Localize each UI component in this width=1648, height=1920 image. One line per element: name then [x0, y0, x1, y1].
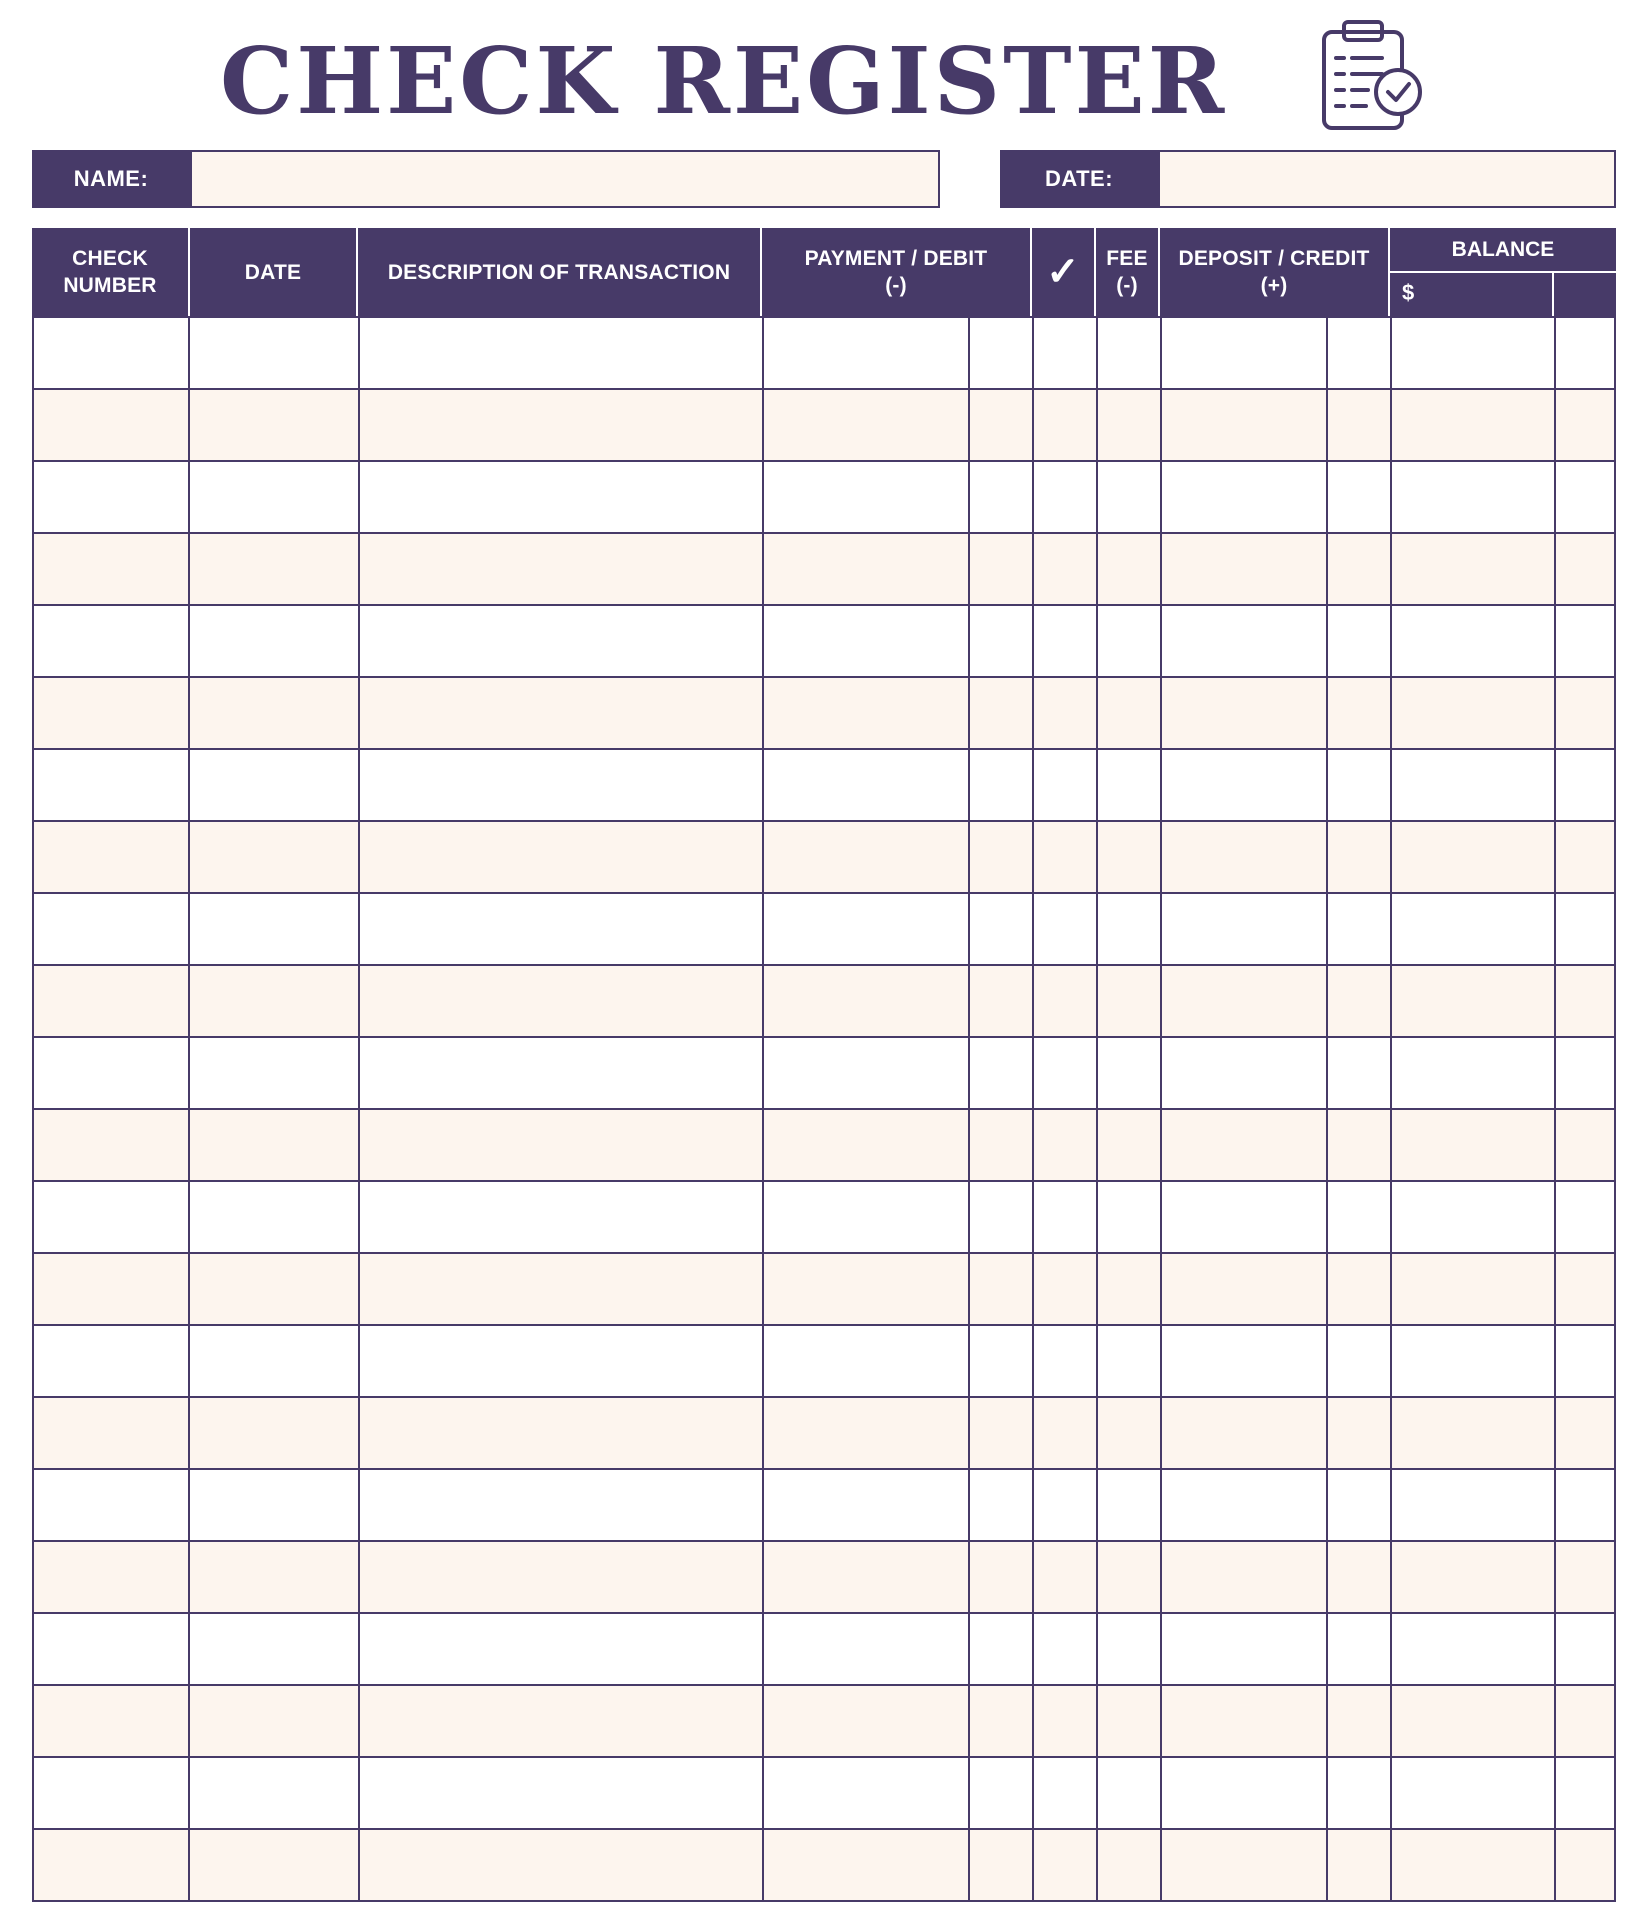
header-description-label: DESCRIPTION OF TRANSACTION — [387, 260, 731, 284]
cell-date[interactable] — [188, 1254, 358, 1324]
header-balance-currency: $ — [1402, 280, 1415, 305]
table-row — [32, 748, 1616, 820]
cell-check-number[interactable] — [32, 1182, 188, 1252]
cell-fee[interactable] — [1096, 822, 1160, 892]
cell-description[interactable] — [358, 1542, 762, 1612]
cell-date[interactable] — [188, 1326, 358, 1396]
cell-balance-dollars[interactable] — [1390, 390, 1554, 460]
cell-date[interactable] — [188, 1830, 358, 1900]
cell-description[interactable] — [358, 318, 762, 388]
table-row — [32, 1540, 1616, 1612]
header-date-label: DATE — [244, 260, 302, 284]
cell-deposit-cents[interactable] — [1326, 1182, 1390, 1252]
cell-balance-dollars[interactable] — [1390, 894, 1554, 964]
cell-date[interactable] — [188, 750, 358, 820]
table-row — [32, 1756, 1616, 1828]
table-row — [32, 1612, 1616, 1684]
cell-deposit-cents[interactable] — [1326, 1470, 1390, 1540]
cell-payment-cents[interactable] — [968, 1758, 1032, 1828]
cell-deposit-dollars[interactable] — [1160, 1542, 1326, 1612]
date-field-row — [1000, 150, 1616, 208]
header-payment-line1: PAYMENT / DEBIT — [804, 247, 988, 270]
table-row — [32, 820, 1616, 892]
date-field-box — [1158, 150, 1616, 208]
cell-check-number[interactable] — [32, 966, 188, 1036]
table-row — [32, 1468, 1616, 1540]
cell-payment-cents[interactable] — [968, 678, 1032, 748]
cell-balance-dollars[interactable] — [1390, 1110, 1554, 1180]
cell-balance-cents[interactable] — [1554, 534, 1616, 604]
table-row — [32, 604, 1616, 676]
cell-balance-cents[interactable] — [1554, 1614, 1616, 1684]
cell-deposit-cents[interactable] — [1326, 1254, 1390, 1324]
page-title: CHECK REGISTER — [220, 27, 1228, 135]
cell-fee[interactable] — [1096, 1614, 1160, 1684]
cell-payment-dollars[interactable] — [762, 1614, 968, 1684]
date-label: DATE: — [1000, 150, 1158, 208]
header-description — [358, 228, 760, 316]
cell-description[interactable] — [358, 1182, 762, 1252]
cell-payment-dollars[interactable] — [762, 1110, 968, 1180]
table-row — [32, 1324, 1616, 1396]
cell-payment-cents[interactable] — [968, 318, 1032, 388]
table-row — [32, 1252, 1616, 1324]
cell-date[interactable] — [188, 606, 358, 676]
cell-cleared[interactable] — [1032, 1254, 1096, 1324]
cell-cleared[interactable] — [1032, 822, 1096, 892]
cell-cleared[interactable] — [1032, 462, 1096, 532]
cell-deposit-dollars[interactable] — [1160, 1614, 1326, 1684]
header-fee-line1: FEE — [1106, 247, 1148, 270]
cell-deposit-dollars[interactable] — [1160, 534, 1326, 604]
cell-balance-cents[interactable] — [1554, 1038, 1616, 1108]
table-row — [32, 1036, 1616, 1108]
cell-deposit-dollars[interactable] — [1160, 1398, 1326, 1468]
cell-deposit-dollars[interactable] — [1160, 318, 1326, 388]
header-check-number-line2: NUMBER — [63, 274, 157, 297]
cell-deposit-dollars[interactable] — [1160, 1830, 1326, 1900]
cell-balance-cents[interactable] — [1554, 606, 1616, 676]
cell-payment-dollars[interactable] — [762, 606, 968, 676]
cell-balance-cents[interactable] — [1554, 1758, 1616, 1828]
cell-balance-dollars[interactable] — [1390, 1182, 1554, 1252]
cell-description[interactable] — [358, 1038, 762, 1108]
table-row — [32, 388, 1616, 460]
cell-deposit-dollars[interactable] — [1160, 894, 1326, 964]
cell-balance-cents[interactable] — [1554, 1326, 1616, 1396]
cell-payment-cents[interactable] — [968, 966, 1032, 1036]
cell-payment-dollars[interactable] — [762, 1470, 968, 1540]
name-label: NAME: — [32, 150, 190, 208]
cell-payment-dollars[interactable] — [762, 966, 968, 1036]
cell-date[interactable] — [188, 1614, 358, 1684]
cell-check-number[interactable] — [32, 1542, 188, 1612]
cell-deposit-cents[interactable] — [1326, 1398, 1390, 1468]
cell-balance-dollars[interactable] — [1390, 966, 1554, 1036]
cell-fee[interactable] — [1096, 750, 1160, 820]
cell-balance-cents[interactable] — [1554, 1686, 1616, 1756]
cell-cleared[interactable] — [1032, 1326, 1096, 1396]
cell-deposit-dollars[interactable] — [1160, 1758, 1326, 1828]
date-field[interactable] — [1160, 152, 1614, 206]
cell-check-number[interactable] — [32, 1686, 188, 1756]
cell-balance-dollars[interactable] — [1390, 1542, 1554, 1612]
cell-payment-dollars[interactable] — [762, 1758, 968, 1828]
cell-deposit-dollars[interactable] — [1160, 1686, 1326, 1756]
cell-check-number[interactable] — [32, 462, 188, 532]
cell-payment-dollars[interactable] — [762, 534, 968, 604]
cell-cleared[interactable] — [1032, 1758, 1096, 1828]
cell-cleared[interactable] — [1032, 1614, 1096, 1684]
cell-description[interactable] — [358, 1614, 762, 1684]
cell-balance-dollars[interactable] — [1390, 462, 1554, 532]
cell-fee[interactable] — [1096, 678, 1160, 748]
cell-description[interactable] — [358, 1758, 762, 1828]
cell-cleared[interactable] — [1032, 318, 1096, 388]
cell-cleared[interactable] — [1032, 966, 1096, 1036]
header-fee-line2: (-) — [1116, 274, 1138, 297]
header-balance: BALANCE — [1451, 237, 1555, 261]
cell-description[interactable] — [358, 1470, 762, 1540]
cell-deposit-cents[interactable] — [1326, 1830, 1390, 1900]
cell-payment-dollars[interactable] — [762, 318, 968, 388]
cell-payment-dollars[interactable] — [762, 894, 968, 964]
cell-fee[interactable] — [1096, 1182, 1160, 1252]
cell-description[interactable] — [358, 1686, 762, 1756]
cell-payment-cents[interactable] — [968, 462, 1032, 532]
cell-fee[interactable] — [1096, 1254, 1160, 1324]
header-check-number — [32, 228, 188, 316]
cell-balance-cents[interactable] — [1554, 1110, 1616, 1180]
cell-check-number[interactable] — [32, 534, 188, 604]
cell-payment-cents[interactable] — [968, 1470, 1032, 1540]
cell-deposit-dollars[interactable] — [1160, 462, 1326, 532]
cell-payment-dollars[interactable] — [762, 1182, 968, 1252]
cell-balance-dollars[interactable] — [1390, 1758, 1554, 1828]
cell-date[interactable] — [188, 966, 358, 1036]
cell-balance-dollars[interactable] — [1390, 750, 1554, 820]
cell-description[interactable] — [358, 390, 762, 460]
cell-fee[interactable] — [1096, 1398, 1160, 1468]
cell-date[interactable] — [188, 1542, 358, 1612]
table-row — [32, 892, 1616, 964]
cell-description[interactable] — [358, 1110, 762, 1180]
cell-deposit-dollars[interactable] — [1160, 750, 1326, 820]
cell-deposit-cents[interactable] — [1326, 822, 1390, 892]
cell-description[interactable] — [358, 750, 762, 820]
cell-check-number[interactable] — [32, 822, 188, 892]
table-row — [32, 1108, 1616, 1180]
cell-payment-dollars[interactable] — [762, 390, 968, 460]
cell-balance-cents[interactable] — [1554, 750, 1616, 820]
cell-payment-cents[interactable] — [968, 822, 1032, 892]
cell-payment-cents[interactable] — [968, 390, 1032, 460]
cell-payment-cents[interactable] — [968, 1398, 1032, 1468]
cell-payment-cents[interactable] — [968, 1542, 1032, 1612]
cell-check-number[interactable] — [32, 1038, 188, 1108]
cell-fee[interactable] — [1096, 1110, 1160, 1180]
cell-deposit-dollars[interactable] — [1160, 966, 1326, 1036]
cell-deposit-cents[interactable] — [1326, 1542, 1390, 1612]
cell-date[interactable] — [188, 1398, 358, 1468]
cell-description[interactable] — [358, 462, 762, 532]
cell-deposit-dollars[interactable] — [1160, 390, 1326, 460]
cell-payment-cents[interactable] — [968, 750, 1032, 820]
cell-deposit-cents[interactable] — [1326, 966, 1390, 1036]
cell-check-number[interactable] — [32, 318, 188, 388]
cell-fee[interactable] — [1096, 1686, 1160, 1756]
cell-deposit-cents[interactable] — [1326, 1326, 1390, 1396]
cell-balance-dollars[interactable] — [1390, 1326, 1554, 1396]
cell-balance-dollars[interactable] — [1390, 1038, 1554, 1108]
cell-deposit-cents[interactable] — [1326, 390, 1390, 460]
cell-cleared[interactable] — [1032, 678, 1096, 748]
cell-deposit-cents[interactable] — [1326, 318, 1390, 388]
cell-deposit-dollars[interactable] — [1160, 1254, 1326, 1324]
cell-payment-cents[interactable] — [968, 1614, 1032, 1684]
cell-check-number[interactable] — [32, 1758, 188, 1828]
cell-payment-dollars[interactable] — [762, 1038, 968, 1108]
clipboard-check-icon — [1320, 18, 1424, 132]
cell-description[interactable] — [358, 966, 762, 1036]
cell-payment-dollars[interactable] — [762, 1830, 968, 1900]
cell-deposit-dollars[interactable] — [1160, 822, 1326, 892]
cell-check-number[interactable] — [32, 1398, 188, 1468]
cell-payment-cents[interactable] — [968, 1182, 1032, 1252]
cell-date[interactable] — [188, 1686, 358, 1756]
cell-deposit-cents[interactable] — [1326, 894, 1390, 964]
header-balance-divider — [1390, 271, 1616, 273]
cell-balance-dollars[interactable] — [1390, 1686, 1554, 1756]
cell-balance-dollars[interactable] — [1390, 1614, 1554, 1684]
cell-date[interactable] — [188, 318, 358, 388]
table-row — [32, 964, 1616, 1036]
table-row — [32, 532, 1616, 604]
cell-deposit-cents[interactable] — [1326, 750, 1390, 820]
table-row — [32, 1396, 1616, 1468]
cell-balance-cents[interactable] — [1554, 318, 1616, 388]
cell-check-number[interactable] — [32, 1110, 188, 1180]
cell-description[interactable] — [358, 534, 762, 604]
table-row — [32, 676, 1616, 748]
cell-fee[interactable] — [1096, 966, 1160, 1036]
cell-fee[interactable] — [1096, 390, 1160, 460]
cell-cleared[interactable] — [1032, 1470, 1096, 1540]
cell-payment-dollars[interactable] — [762, 1398, 968, 1468]
cell-check-number[interactable] — [32, 678, 188, 748]
cell-balance-cents[interactable] — [1554, 390, 1616, 460]
register-table — [32, 228, 1616, 1902]
cell-balance-cents[interactable] — [1554, 822, 1616, 892]
cell-check-number[interactable] — [32, 1470, 188, 1540]
cell-payment-dollars[interactable] — [762, 462, 968, 532]
cell-deposit-cents[interactable] — [1326, 462, 1390, 532]
cell-check-number[interactable] — [32, 390, 188, 460]
cell-balance-dollars[interactable] — [1390, 1398, 1554, 1468]
cell-deposit-dollars[interactable] — [1160, 1326, 1326, 1396]
table-header — [32, 228, 1616, 316]
checkmark-icon: ✓ — [1046, 249, 1080, 294]
cell-description[interactable] — [358, 1326, 762, 1396]
cell-payment-cents[interactable] — [968, 534, 1032, 604]
cell-balance-dollars[interactable] — [1390, 606, 1554, 676]
cell-balance-dollars[interactable] — [1390, 318, 1554, 388]
cell-fee[interactable] — [1096, 606, 1160, 676]
cell-balance-cents[interactable] — [1554, 1398, 1616, 1468]
header-cleared — [1032, 228, 1094, 316]
cell-deposit-dollars[interactable] — [1160, 606, 1326, 676]
cell-payment-cents[interactable] — [968, 1254, 1032, 1324]
cell-balance-cents[interactable] — [1554, 894, 1616, 964]
cell-deposit-dollars[interactable] — [1160, 1470, 1326, 1540]
cell-date[interactable] — [188, 1110, 358, 1180]
cell-fee[interactable] — [1096, 1758, 1160, 1828]
cell-fee[interactable] — [1096, 1470, 1160, 1540]
table-body — [32, 316, 1616, 1902]
cell-date[interactable] — [188, 1182, 358, 1252]
cell-balance-cents[interactable] — [1554, 966, 1616, 1036]
header-payment-debit — [762, 228, 1030, 316]
header-deposit-line1: DEPOSIT / CREDIT — [1178, 247, 1370, 270]
cell-balance-cents[interactable] — [1554, 1254, 1616, 1324]
cell-balance-dollars[interactable] — [1390, 1830, 1554, 1900]
name-field-box — [190, 150, 940, 208]
name-field-row — [32, 150, 940, 208]
cell-deposit-dollars[interactable] — [1160, 1038, 1326, 1108]
cell-payment-dollars[interactable] — [762, 1254, 968, 1324]
cell-deposit-cents[interactable] — [1326, 1038, 1390, 1108]
cell-deposit-cents[interactable] — [1326, 1110, 1390, 1180]
cell-payment-cents[interactable] — [968, 1038, 1032, 1108]
cell-cleared[interactable] — [1032, 1398, 1096, 1468]
table-row — [32, 1828, 1616, 1902]
cell-fee[interactable] — [1096, 894, 1160, 964]
cell-description[interactable] — [358, 894, 762, 964]
cell-deposit-cents[interactable] — [1326, 1758, 1390, 1828]
cell-fee[interactable] — [1096, 1326, 1160, 1396]
cell-payment-dollars[interactable] — [762, 822, 968, 892]
cell-balance-dollars[interactable] — [1390, 534, 1554, 604]
cell-balance-cents[interactable] — [1554, 1470, 1616, 1540]
cell-payment-cents[interactable] — [968, 1326, 1032, 1396]
cell-check-number[interactable] — [32, 1326, 188, 1396]
cell-check-number[interactable] — [32, 1254, 188, 1324]
cell-deposit-cents[interactable] — [1326, 678, 1390, 748]
cell-cleared[interactable] — [1032, 1110, 1096, 1180]
cell-balance-dollars[interactable] — [1390, 1470, 1554, 1540]
cell-balance-cents[interactable] — [1554, 1542, 1616, 1612]
header-fee — [1096, 228, 1158, 316]
cell-deposit-dollars[interactable] — [1160, 678, 1326, 748]
cell-payment-cents[interactable] — [968, 1686, 1032, 1756]
table-row — [32, 316, 1616, 388]
cell-payment-cents[interactable] — [968, 894, 1032, 964]
cell-balance-cents[interactable] — [1554, 1830, 1616, 1900]
cell-payment-dollars[interactable] — [762, 750, 968, 820]
cell-fee[interactable] — [1096, 318, 1160, 388]
cell-balance-cents[interactable] — [1554, 1182, 1616, 1252]
cell-payment-dollars[interactable] — [762, 1686, 968, 1756]
cell-balance-cents[interactable] — [1554, 462, 1616, 532]
cell-cleared[interactable] — [1032, 1686, 1096, 1756]
cell-date[interactable] — [188, 1470, 358, 1540]
cell-date[interactable] — [188, 1758, 358, 1828]
cell-description[interactable] — [358, 822, 762, 892]
cell-payment-cents[interactable] — [968, 606, 1032, 676]
cell-deposit-cents[interactable] — [1326, 1614, 1390, 1684]
header-deposit-credit — [1160, 228, 1388, 316]
table-row — [32, 460, 1616, 532]
header-divider — [1552, 273, 1554, 316]
cell-cleared[interactable] — [1032, 894, 1096, 964]
cell-description[interactable] — [358, 1254, 762, 1324]
cell-cleared[interactable] — [1032, 1830, 1096, 1900]
cell-payment-dollars[interactable] — [762, 1326, 968, 1396]
cell-date[interactable] — [188, 894, 358, 964]
cell-balance-dollars[interactable] — [1390, 1254, 1554, 1324]
cell-cleared[interactable] — [1032, 606, 1096, 676]
cell-payment-dollars[interactable] — [762, 678, 968, 748]
cell-cleared[interactable] — [1032, 750, 1096, 820]
cell-balance-dollars[interactable] — [1390, 822, 1554, 892]
cell-balance-cents[interactable] — [1554, 678, 1616, 748]
cell-cleared[interactable] — [1032, 1182, 1096, 1252]
cell-deposit-cents[interactable] — [1326, 534, 1390, 604]
cell-check-number[interactable] — [32, 1614, 188, 1684]
cell-cleared[interactable] — [1032, 1542, 1096, 1612]
cell-deposit-cents[interactable] — [1326, 606, 1390, 676]
cell-date[interactable] — [188, 534, 358, 604]
cell-description[interactable] — [358, 606, 762, 676]
header-date — [190, 228, 356, 316]
cell-date[interactable] — [188, 462, 358, 532]
cell-cleared[interactable] — [1032, 390, 1096, 460]
cell-check-number[interactable] — [32, 894, 188, 964]
header-deposit-line2: (+) — [1260, 274, 1288, 297]
name-field[interactable] — [192, 152, 938, 206]
cell-payment-cents[interactable] — [968, 1830, 1032, 1900]
cell-description[interactable] — [358, 678, 762, 748]
cell-fee[interactable] — [1096, 462, 1160, 532]
cell-cleared[interactable] — [1032, 1038, 1096, 1108]
cell-deposit-cents[interactable] — [1326, 1686, 1390, 1756]
cell-fee[interactable] — [1096, 1542, 1160, 1612]
cell-date[interactable] — [188, 822, 358, 892]
table-row — [32, 1180, 1616, 1252]
cell-fee[interactable] — [1096, 534, 1160, 604]
cell-description[interactable] — [358, 1398, 762, 1468]
cell-cleared[interactable] — [1032, 534, 1096, 604]
cell-fee[interactable] — [1096, 1830, 1160, 1900]
cell-deposit-dollars[interactable] — [1160, 1110, 1326, 1180]
table-row — [32, 1684, 1616, 1756]
cell-description[interactable] — [358, 1830, 762, 1900]
cell-date[interactable] — [188, 1038, 358, 1108]
cell-date[interactable] — [188, 678, 358, 748]
cell-fee[interactable] — [1096, 1038, 1160, 1108]
cell-date[interactable] — [188, 390, 358, 460]
cell-check-number[interactable] — [32, 750, 188, 820]
cell-check-number[interactable] — [32, 606, 188, 676]
cell-check-number[interactable] — [32, 1830, 188, 1900]
header-payment-line2: (-) — [885, 274, 907, 297]
cell-balance-dollars[interactable] — [1390, 678, 1554, 748]
cell-deposit-dollars[interactable] — [1160, 1182, 1326, 1252]
cell-payment-dollars[interactable] — [762, 1542, 968, 1612]
header-check-number-line1: CHECK — [72, 247, 148, 270]
cell-payment-cents[interactable] — [968, 1110, 1032, 1180]
